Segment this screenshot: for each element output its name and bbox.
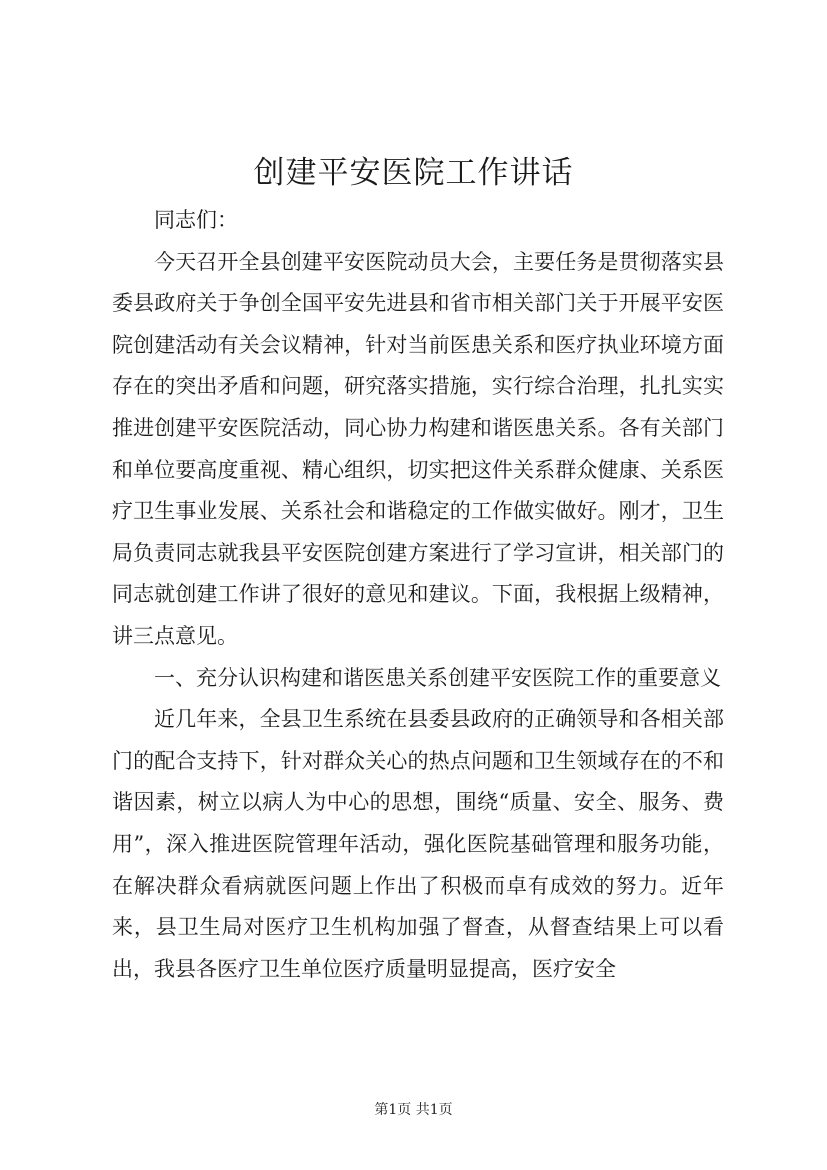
greeting: 同志们： bbox=[154, 208, 238, 232]
paragraph-section-1: 近几年来，全县卫生系统在县委县政府的正确领导和各相关部门的配合支持下，针对群众关心的热点问题和卫生领域存在的不和谐因素，树立以病人为中心的思想，围绕“质量、安全、服务、费用”，深入推进医院管理年活动，强化医院基础管理和服务功能，在解决群众看病就医问题上作出了积极而卓有成效的努力。近年来，县卫生局对医疗卫生机构加强了督查，从督查结果上可以看出，我县各医疗卫生单位医疗质量明显提高，医疗安全 bbox=[112, 707, 724, 981]
page-footer: 第1页 共1页 bbox=[374, 1102, 453, 1118]
page-title: 创建平安医院工作讲话 bbox=[253, 155, 574, 191]
paragraph-intro: 今天召开全县创建平安医院动员大会，主要任务是贯彻落实县委县政府关于争创全国平安先进县和省市相关部门关于开展平安医院创建活动有关会议精神，针对当前医患关系和医疗执业环境方面存在的突出矛盾和问题，研究落实措施，实行综合治理，扎扎实实推进创建平安医院活动，同心协力构建和谐医患关系。各有关部门和单位要高度重视、精心组织，切实把这件关系群众健康、关系医疗卫生事业发展、关系社会和谐稳定的工作做实做好。刚才，卫生局负责同志就我县平安医院创建方案进行了学习宣讲，相关部门的同志就创建工作讲了很好的意见和建议。下面，我根据上级精神，讲三点意见。 bbox=[112, 249, 724, 648]
section-heading-1: 一、充分认识构建和谐医患关系创建平安医院工作的重要意义 bbox=[154, 665, 721, 690]
document-body bbox=[112, 200, 724, 990]
